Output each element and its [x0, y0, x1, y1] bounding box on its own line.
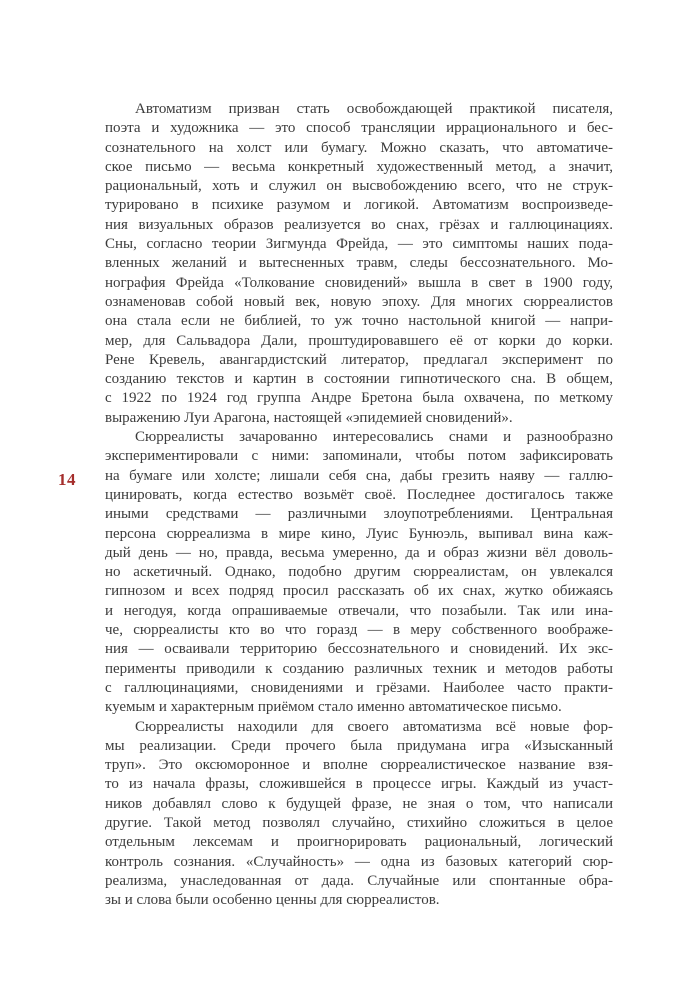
- text-line: гипнозом и всех подряд просил рассказать об их снах, жутко обижаясь: [105, 583, 613, 600]
- text-line: труп». Это оксюморонное и вполне сюрреалистическое название взя-: [105, 757, 613, 774]
- paragraph-2: [105, 428, 613, 717]
- text-line: отдельным лексемам и проигнорировать рациональный, логический: [105, 834, 613, 851]
- text-line: ское письмо — весьма конкретный художественный метод, а значит,: [105, 158, 613, 175]
- text-line: куемым и характерным приёмом стало именно автоматическое письмо.: [105, 699, 562, 716]
- text-line: Рене Кревель, авангардистский литератор, предлагал эксперимент по: [105, 351, 613, 368]
- text-line: ознаменовав собой новый век, новую эпоху. Для многих сюрреалистов: [105, 293, 613, 310]
- text-line: турировано в психике разумом и логикой. Автоматизм воспроизведе-: [105, 197, 613, 214]
- text-line: цинировать, когда естество возьмёт своё. Последнее достигалось также: [105, 486, 613, 503]
- text-line: выражению Луи Арагона, настоящей «эпидемией сновидений».: [105, 409, 513, 426]
- text-line: Сюрреалисты находили для своего автоматизма всё новые фор-: [135, 718, 613, 735]
- text-line: ния — осваивали территорию бессознательного и сновидений. Их экс-: [105, 641, 613, 658]
- text-line: Сны, согласно теории Зигмунда Фрейда, — это симптомы наших пода-: [105, 236, 613, 253]
- page-number: 14: [58, 470, 76, 489]
- text-line: другие. Такой метод позволял случайно, стихийно сложиться в целое: [105, 814, 613, 831]
- text-line: вленных желаний и вытесненных травм, следы бессознательного. Мо-: [105, 255, 613, 272]
- text-line: нография Фрейда «Толкование сновидений» вышла в свет в 1900 году,: [105, 274, 613, 291]
- text-line: созданию текстов и картин в состоянии гипнотического сна. В общем,: [105, 371, 613, 388]
- text-line: ния визуальных образов реализуется во снах, грёзах и галлюцинациях.: [105, 216, 613, 233]
- text-line: мы реализации. Среди прочего была придумана игра «Изысканный: [105, 737, 613, 754]
- text-line: зы и слова были особенно ценны для сюрреалистов.: [105, 892, 440, 909]
- text-line: че, сюрреалисты кто во что горазд — в меру собственного воображе-: [105, 622, 613, 639]
- text-line: она стала если не библией, то уж точно настольной книгой — напри-: [105, 313, 613, 330]
- text-line: реализма, унаследованная от дада. Случайные или спонтанные обра-: [105, 872, 613, 889]
- text-line: дый день — но, правда, весьма умеренно, да и образ жизни вёл доволь-: [105, 544, 613, 561]
- text-line: сознательного на холст или бумагу. Можно сказать, что автоматиче-: [105, 139, 613, 156]
- text-line: и негодуя, когда опрашиваемые отвечали, что позабыли. Так или ина-: [105, 602, 613, 619]
- paragraph-3: [105, 718, 613, 911]
- text-line: перименты приводили к созданию различных техник и методов работы: [105, 660, 613, 677]
- text-line: с галлюцинациями, сновидениями и грёзами. Наиболее часто практи-: [105, 679, 613, 696]
- text-line: на бумаге или холсте; лишали себя сна, дабы грезить наяву — галлю-: [105, 467, 613, 484]
- text-line: Автоматизм призван стать освобождающей практикой писателя,: [135, 101, 613, 117]
- text-line: с 1922 по 1924 год группа Андре Бретона была охвачена, по меткому: [105, 390, 613, 407]
- text-line: поэта и художника — это способ трансляции иррационального и бес-: [105, 120, 613, 137]
- text-line: экспериментировали с ними: запоминали, чтобы потом зафиксировать: [105, 448, 613, 465]
- text-line: иными средствами — различными злоупотреблениями. Центральная: [105, 506, 613, 523]
- text-line: мер, для Сальвадора Дали, проштудировавшего её от корки до корки.: [105, 332, 613, 349]
- text-line: ников добавлял слово к будущей фразе, не зная о том, что написали: [105, 795, 613, 812]
- text-line: рациональный, хоть и служил он высвобождению всего, что не струк-: [105, 178, 613, 195]
- text-line: но аскетичный. Однако, подобно другим сюрреалистам, он увлекался: [105, 564, 613, 581]
- text-line: то из начала фразы, сложившейся в процессе игры. Каждый из участ-: [105, 776, 613, 793]
- text-line: Сюрреалисты зачарованно интересовались снами и разнообразно: [135, 429, 613, 446]
- text-line: контроль сознания. «Случайность» — одна из базовых категорий сюр-: [105, 853, 613, 870]
- body-text: [105, 100, 613, 910]
- paragraph-1: [105, 100, 613, 428]
- text-line: персона сюрреализма в мире кино, Луис Бунюэль, выпивал вина каж-: [105, 525, 613, 542]
